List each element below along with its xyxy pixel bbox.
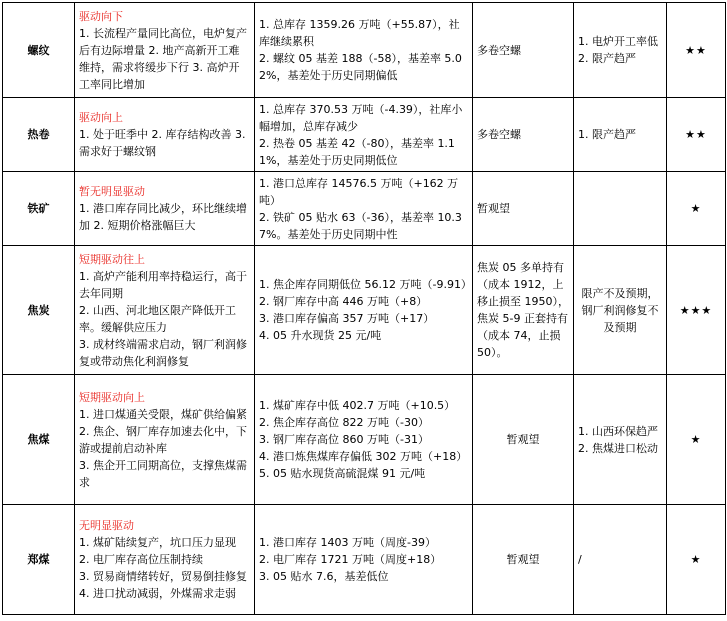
- logic-line: 1. 高炉产能利用率持稳运行，高于去年同期: [79, 269, 247, 300]
- strategy-cell: 多卷空螺: [473, 3, 574, 98]
- risk-cell: [574, 246, 667, 375]
- logic-line: 1. 进口煤通关受限，煤矿供给偏紧: [79, 407, 247, 421]
- logic-line: 4. 进口扰动减弱，外煤需求走弱: [79, 587, 236, 600]
- data-line: 1. 港口总库存 14576.5 万吨（+162 万吨）: [259, 176, 459, 207]
- driver-direction: 暂无明显驱动: [79, 185, 145, 198]
- driver-logic-cell: [75, 375, 255, 505]
- strategy-cell: 暂观望: [473, 172, 574, 246]
- commodity-name: 螺纹: [3, 3, 75, 98]
- table-row: [3, 505, 726, 615]
- commodity-strategy-table: [2, 2, 726, 615]
- table-row: [3, 246, 726, 375]
- data-line: 2. 电厂库存 1721 万吨（周度+18）: [259, 553, 442, 566]
- strategy-cell: 暂观望: [473, 505, 574, 615]
- star-rating: ★: [667, 172, 726, 246]
- logic-line: 3. 贸易商情绪转好，贸易倒挂修复: [79, 570, 247, 583]
- star-rating: ★★: [667, 98, 726, 172]
- table-row: [3, 172, 726, 246]
- data-line: 2. 热卷 05 基差 42（-80），基差率 1.11%，基差处于历史同期低位: [259, 136, 455, 167]
- data-line: 1. 港口库存 1403 万吨（周度-39）: [259, 536, 436, 549]
- data-line: 5. 05 贴水现货高硫混煤 91 元/吨: [259, 467, 426, 480]
- star-rating: ★: [667, 505, 726, 615]
- data-line: 4. 港口炼焦煤库存偏低 302 万吨（+18）: [259, 450, 468, 463]
- data-cell: [255, 246, 473, 375]
- risk-cell: [574, 375, 667, 505]
- logic-line: 2. 电厂库存高位压制持续: [79, 553, 203, 566]
- logic-line: 2. 焦企、钢厂库存加速去化中，下游或提前启动补库: [79, 424, 247, 455]
- logic-line: 1. 长流程产量同比高位，电炉复产后有边际增量 2. 地产高新开工难维持，需求将缓步下行 3. 高炉开工率同比增加: [79, 26, 247, 91]
- table-row: [3, 375, 726, 505]
- logic-line: 3. 成材终端需求启动，钢厂利润修复或带动焦化利润修复: [79, 337, 247, 368]
- data-line: 2. 焦企库存高位 822 万吨（-30）: [259, 416, 429, 429]
- data-line: 3. 港口库存偏高 357 万吨（+17）: [259, 312, 435, 325]
- table-row: [3, 98, 726, 172]
- driver-logic-cell: [75, 98, 255, 172]
- logic-line: 2. 山西、河北地区限产降低开工率。缓解供应压力: [79, 303, 236, 334]
- risk-cell: [574, 172, 667, 246]
- logic-line: 3. 焦企开工同期高位，支撑焦煤需求: [79, 458, 247, 489]
- data-line: 4. 05 升水现货 25 元/吨: [259, 329, 382, 342]
- driver-logic-cell: [75, 505, 255, 615]
- data-cell: [255, 375, 473, 505]
- driver-direction: 无明显驱动: [79, 519, 134, 532]
- data-line: 1. 总库存 370.53 万吨（-4.39），社库小幅增加，总库存减少: [259, 102, 463, 133]
- commodity-name: 焦炭: [3, 246, 75, 375]
- data-line: 2. 螺纹 05 基差 188（-58），基差率 5.02%，基差处于历史同期偏低: [259, 52, 462, 82]
- table-row: [3, 3, 726, 98]
- driver-logic-cell: [75, 3, 255, 98]
- data-line: 2. 铁矿 05 贴水 63（-36），基差率 10.37%。基差处于历史同期中性: [259, 210, 462, 241]
- data-cell: [255, 172, 473, 246]
- logic-line: 1. 港口库存同比减少，环比继续增加 2. 短期价格涨幅巨大: [79, 202, 247, 232]
- data-line: 1. 焦企库存同期低位 56.12 万吨（-9.91）: [259, 278, 472, 291]
- risk-line: 限产不及预期，钢厂利润修复不及预期: [581, 286, 659, 334]
- risk-line: 2. 限产趋严: [578, 52, 636, 65]
- driver-direction: 驱动向上: [79, 111, 123, 124]
- star-rating: ★★: [667, 3, 726, 98]
- data-line: 3. 钢厂库存高位 860 万吨（-31）: [259, 433, 429, 446]
- data-cell: [255, 98, 473, 172]
- star-rating: ★★★: [667, 246, 726, 375]
- risk-line: 2. 焦煤进口松动: [578, 441, 658, 455]
- commodity-name: 铁矿: [3, 172, 75, 246]
- commodity-name: 郑煤: [3, 505, 75, 615]
- risk-cell: [574, 505, 667, 615]
- data-line: 1. 煤矿库存中低 402.7 万吨（+10.5）: [259, 399, 456, 412]
- risk-line: 1. 限产趋严: [578, 128, 636, 141]
- risk-cell: [574, 98, 667, 172]
- data-line: 2. 钢厂库存中高 446 万吨（+8）: [259, 295, 428, 308]
- risk-line: 1. 电炉开工率低: [578, 35, 658, 48]
- logic-line: 1. 处于旺季中 2. 库存结构改善 3. 需求好于螺纹钢: [79, 128, 246, 158]
- data-line: 1. 总库存 1359.26 万吨（+55.87），社库继续累积: [259, 18, 460, 48]
- driver-logic-cell: [75, 246, 255, 375]
- commodity-name: 焦煤: [3, 375, 75, 505]
- risk-cell: [574, 3, 667, 98]
- risk-line: /: [578, 553, 582, 566]
- risk-line: 1. 山西环保趋严: [578, 424, 658, 438]
- driver-logic-cell: [75, 172, 255, 246]
- logic-line: 1. 煤矿陆续复产，坑口压力显现: [79, 536, 236, 549]
- driver-direction: 驱动向下: [79, 9, 123, 23]
- star-rating: ★: [667, 375, 726, 505]
- data-cell: [255, 505, 473, 615]
- strategy-cell: 暂观望: [473, 375, 574, 505]
- strategy-cell: 多卷空螺: [473, 98, 574, 172]
- commodity-name: 热卷: [3, 98, 75, 172]
- strategy-cell: 焦炭 05 多单持有（成本 1912，上移止损至 1950），焦炭 5-9 正套持有（成本 74，止损 50）。: [473, 246, 574, 375]
- driver-direction: 短期驱动往上: [79, 252, 145, 266]
- data-line: 3. 05 贴水 7.6，基差低位: [259, 570, 389, 583]
- driver-direction: 短期驱动向上: [79, 390, 145, 404]
- data-cell: [255, 3, 473, 98]
